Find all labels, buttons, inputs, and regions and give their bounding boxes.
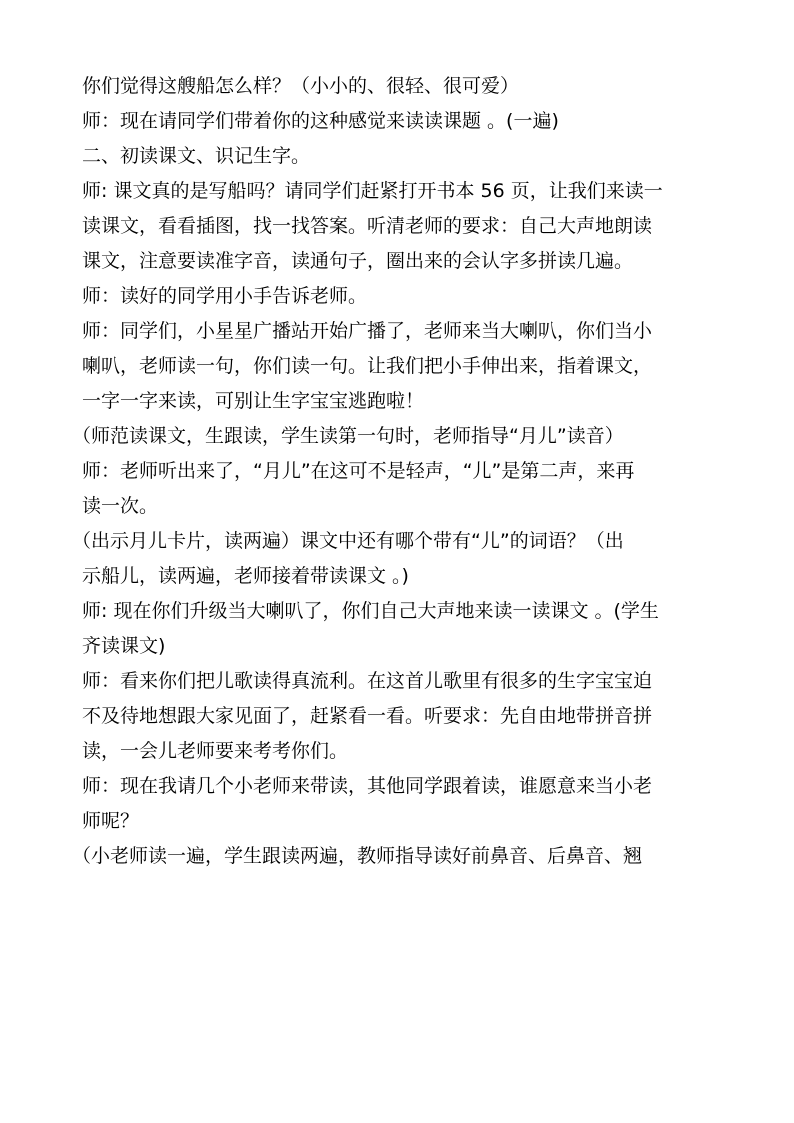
paragraph-line-17 <box>0 626 794 666</box>
text-line: 师：同学们，小星星广播站开始广播了，老师来当大喇叭，你们当小 <box>82 320 653 342</box>
paragraph-line-21 <box>0 766 794 806</box>
text-line: 读一次。 <box>82 495 159 517</box>
paragraph-line-22 <box>0 801 794 841</box>
paragraph-line-23 <box>0 836 794 876</box>
paragraph-line-11 <box>0 416 794 456</box>
paragraph-line-5 <box>0 206 794 246</box>
paragraph-line-7 <box>0 276 794 316</box>
paragraph-line-20 <box>0 731 794 771</box>
text-line: （小老师读一遍，学生跟读两遍，教师指导读好前鼻音、后鼻音、翘 <box>72 845 643 867</box>
text-line: 喇叭，老师读一句，你们读一句。让我们把小手伸出来，指着课文， <box>82 355 653 377</box>
text-line: 一字一字来读，可别让生字宝宝逃跑啦！ <box>82 390 425 412</box>
text-line: 你们觉得这艘船怎么样？（小小的、很轻、很可爱） <box>82 75 520 97</box>
text-line: （师范读课文，生跟读，学生读第一句时，老师指导“月儿”读音） <box>72 425 624 447</box>
text-line: 师：看来你们把儿歌读得真流利。在这首儿歌里有很多的生字宝宝迫 <box>82 670 653 692</box>
text-line: （出示月儿卡片，读两遍）课文中还有哪个带有“儿”的词语？（出 <box>72 530 624 552</box>
paragraph-line-6 <box>0 241 794 281</box>
paragraph-line-12 <box>0 451 794 491</box>
text-line: 师：读好的同学用小手告诉老师。 <box>82 285 368 307</box>
text-line: 师：现在请同学们带着你的这种感觉来读读课题 。(一遍) <box>82 110 559 132</box>
text-line: 二、初读课文、识记生字。 <box>82 145 311 167</box>
text-line: 师：现在我请几个小老师来带读，其他同学跟着读，谁愿意来当小老 <box>82 775 653 797</box>
text-line: 师: 现在你们升级当大喇叭了，你们自己大声地来读一读课文 。(学生 <box>82 600 659 622</box>
paragraph-line-14 <box>0 521 794 561</box>
paragraph-line-2 <box>0 101 794 141</box>
paragraph-line-18 <box>0 661 794 701</box>
section-heading <box>0 136 794 176</box>
text-line: 师: 课文真的是写船吗？请同学们赶紧打开书本 56 页，让我们来读一 <box>82 180 663 202</box>
text-line: 读课文，看看插图，找一找答案。听清老师的要求：自己大声地朗读 <box>82 215 653 237</box>
text-line: 课文，注意要读准字音，读通句子，圈出来的会认字多拼读几遍。 <box>82 250 634 272</box>
text-line: 师呢？ <box>82 810 140 832</box>
text-line: 不及待地想跟大家见面了，赶紧看一看。听要求：先自由地带拼音拼 <box>82 705 653 727</box>
text-line: 齐读课文) <box>82 635 166 657</box>
paragraph-line-10 <box>0 381 794 421</box>
paragraph-line-16 <box>0 591 794 631</box>
text-line: 师：老师听出来了，“月儿”在这可不是轻声，“儿”是第二声，来再 <box>82 460 635 482</box>
paragraph-line-15 <box>0 556 794 596</box>
paragraph-line-4 <box>0 171 794 211</box>
paragraph-line-13 <box>0 486 794 526</box>
paragraph-line-19 <box>0 696 794 736</box>
text-line: 示船儿，读两遍，老师接着带读课文 。) <box>82 565 409 587</box>
paragraph-line-8 <box>0 311 794 351</box>
text-line: 读，一会儿老师要来考考你们。 <box>82 740 349 762</box>
paragraph-line-1 <box>0 66 794 106</box>
paragraph-line-9 <box>0 346 794 386</box>
